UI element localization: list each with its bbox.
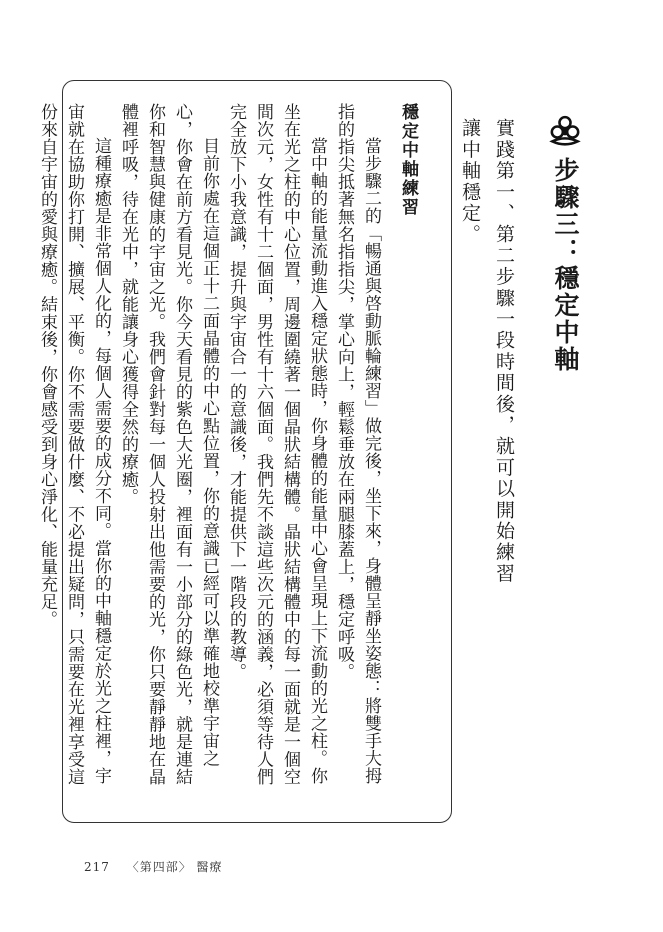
exercise-paragraph: 當步驟二的「暢通與啓動脈輪練習」做完後，坐下來，身體呈靜坐姿態：將雙手大拇指的指尖抵著無名指指尖，掌心向上，輕鬆垂放在兩腿膝蓋上，穩定呼吸。 [334,103,381,785]
exercise-paragraph: 當中軸的能量流動進入穩定狀態時，你身體的能量中心會呈現上下流動的光之柱。你坐在光之柱的中心位置，周邊圍繞著一個晶狀結構體。晶狀結構體中的每一面就是一個空間次元，女性有十二個面，男性有十六個面。我們先不談這些次元的涵義，必須等待人們完全放下小我意識，提升與宇宙合一的意識後，才能提供下一階段的教導。 [226,103,327,786]
exercise-paragraph: 這種療癒是非常個人化的，每個人需要的成分不同。當你的中軸穩定於光之柱裡，宇宙就在協助你打開、擴展、平衡。你不需要做什麼、不必提出疑問，只需要在光裡享受這份來自宇宙的愛與療癒。結束後，你會感受到身心淨化、能量充足。 [37,103,111,786]
page-footer [84,858,235,875]
section-heading [545,115,585,373]
exercise-paragraph: 目前你處在這個正十二面晶體的中心點位置，你的意識已經可以準確地校準宇宙之心，你會在前方看見光。你今天看見的紫色大光圈，裡面有一小部分的綠色光，就是連結你和智慧與健康的宇宙之光。我們會針對每一個人投射出他需要的光，你只要靜靜地在晶體裡呼吸，待在光中，就能讓身心獲得全然的療癒。 [118,103,219,786]
lotus-icon [548,115,582,149]
intro-text: 實踐第一、第二步驟一段時間後，就可以開始練習讓中軸穩定。 [459,118,515,585]
section-label: 〈第四部〉 醫療 [126,860,223,874]
exercise-content [33,103,421,793]
section-title: 步驟三：穩定中軸 [551,157,580,373]
page-number: 217 [84,860,110,874]
exercise-box [37,80,452,823]
exercise-title: 穩定中軸練習 [398,103,418,217]
